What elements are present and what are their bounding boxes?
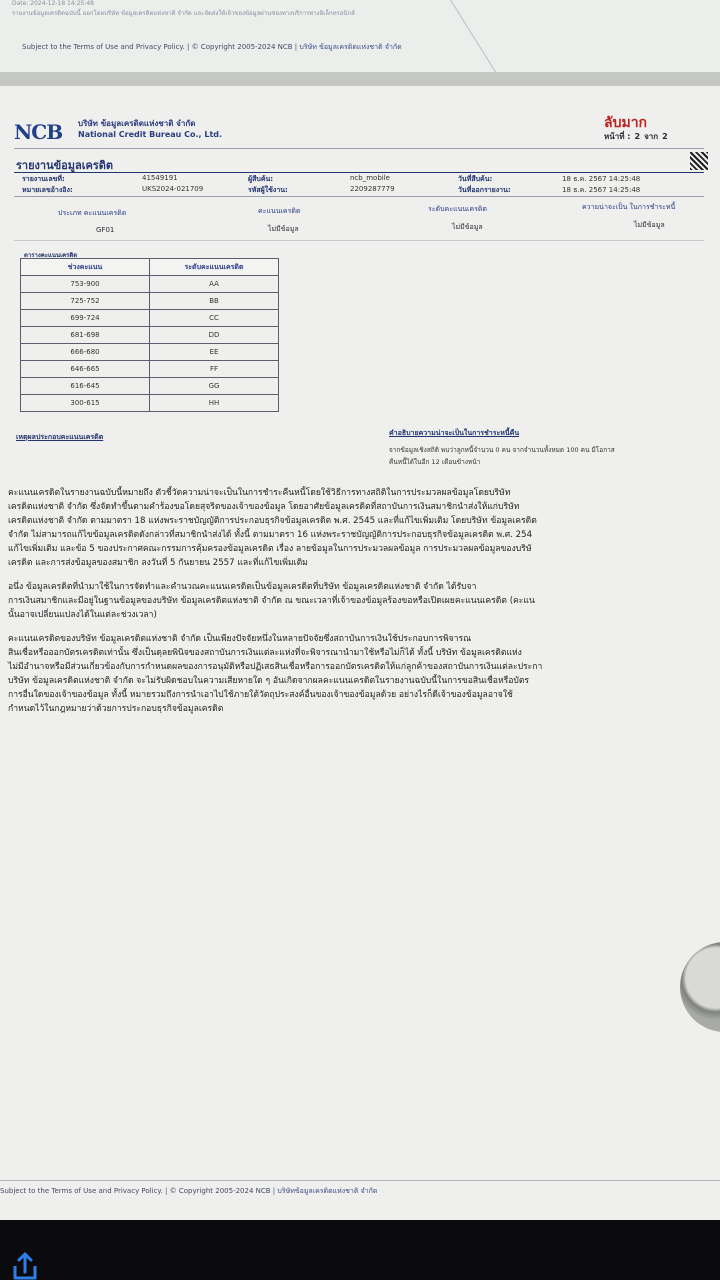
level-cell: BB xyxy=(150,293,279,310)
table-row xyxy=(21,310,279,327)
paragraph-line: บริษัท ข้อมูลเครดิตแห่งชาติ จำกัด จะไม่รับผิดชอบในความเสียหายใด ๆ อันเกิดจากผลคะแนนเครดิตในรายงานฉบับนี้ในการขอสินเชื่อหรือบัตร xyxy=(8,676,530,686)
probability-heading: คำอธิบายความน่าจะเป็นในการชำระหนี้คืน xyxy=(389,429,520,437)
paragraph-line: นั้นอาจเปลี่ยนแปลงได้ในแต่ละช่วงเวลา) xyxy=(8,610,157,620)
report-date-label: วันที่ออกรายงาน: xyxy=(458,186,511,194)
score-table-caption: ตารางคะแนนเครดิต xyxy=(24,252,78,259)
paragraph-line: เครดิตแห่งชาติ จำกัด ตามมาตรา 18 แห่งพระราชบัญญัติการประกอบธุรกิจข้อมูลเครดิต พ.ศ. 2545 และที่แก้ไขเพิ่มเติม โดยบริษัท ข้อมูลเครดิต xyxy=(8,516,537,526)
footer-company-link[interactable]: บริษัทข้อมูลเครดิตแห่งชาติ จำกัด xyxy=(277,1187,378,1195)
header-divider xyxy=(14,148,704,149)
paragraph-line: เครดิตแห่งชาติ จำกัด ซึ่งจัดทำขึ้นตามคำร้องขอโดยสุจริตของเจ้าของข้อมูล โดยอาศัยข้อมูลเครดิตที่สถาบันการเงินสมาชิกนำส่งให้แก่บริษัท xyxy=(8,502,520,512)
report-page xyxy=(0,86,720,1220)
inquiry-date-label: วันที่สืบค้น: xyxy=(458,175,493,183)
score-type-label: ประเภท คะแนนเครดิต xyxy=(58,209,127,217)
paragraph-line: การเงินสมาชิกและมีอยู่ในฐานข้อมูลของบริษัท ข้อมูลเครดิตแห่งชาติ จำกัด ณ ขณะเวลาที่เจ้าของข้อมูลร้องขอหรือเปิดเผยคะแนนเครดิต (คะแน xyxy=(8,596,535,606)
score-label: คะแนนเครดิต xyxy=(258,207,301,215)
level-cell: AA xyxy=(150,276,279,293)
score-level-value: ไม่มีข้อมูล xyxy=(452,223,483,231)
scores-divider xyxy=(14,240,704,241)
paragraph-line: คะแนนเครดิตในรายงานฉบับนี้หมายถึง ตัวชี้วัดความน่าจะเป็นในการชำระคืนหนี้โดยใช้วิธีการทางสถิติในการประมวลผลข้อมูลโดยบริษัท xyxy=(8,488,511,498)
previous-page-footer xyxy=(22,42,402,53)
probability-explanation xyxy=(389,444,719,468)
paragraph-line: จำกัด ไม่สามารถแก้ไขข้อมูลเครดิตดังกล่าวที่สมาชิกนำส่งได้ ทั้งนี้ ตามมาตรา 16 แห่งพระราชบัญญัติการประกอบธุรกิจข้อมูลเครดิต พ.ศ. 254 xyxy=(8,530,533,540)
paragraph-line: แก้ไขเพิ่มเติม และข้อ 5 ของประกาศคณะกรรมการคุ้มครองข้อมูลเครดิต เรื่อง ลายข้อมูลในการประมวลผลข้อมูล การประมวลผลข้อมูลของบริษั xyxy=(8,544,532,554)
score-range-table xyxy=(20,258,279,412)
range-cell: 699-724 xyxy=(21,310,150,327)
range-cell: 681-698 xyxy=(21,327,150,344)
paragraph-line: การอื่นใดของเจ้าของข้อมูล ทั้งนี้ หมายรวมถึงการนำเอาไปใช้ภายใต้วัตถุประสงค์อื่นของเจ้าของข้อมูลด้วย อย่างไรก็ดีเจ้าของข้อมูลอาจใช้ xyxy=(8,690,513,700)
finger-shadow xyxy=(680,942,720,1032)
range-cell: 753-900 xyxy=(21,276,150,293)
range-cell: 666-680 xyxy=(21,344,150,361)
table-row xyxy=(21,361,279,378)
paragraph-line: กำหนดไว้ในกฎหมายว่าด้วยการประกอบธุรกิจข้อมูลเครดิต xyxy=(8,704,224,714)
column-header-level: ระดับคะแนนเครดิต xyxy=(150,259,279,276)
prev-footer-text: Subject to the Terms of Use and Privacy Policy. | © Copyright 2005-2024 NCB | xyxy=(22,43,298,51)
paper-fold-line xyxy=(450,0,720,72)
page-current: 2 xyxy=(634,132,641,141)
column-header-range: ช่วงคะแนน xyxy=(21,259,150,276)
prev-line-2: รายงานข้อมูลเครดิตฉบับนี้ ออกโดยบริษัท ข้อมูลเครดิตแห่งชาติ จำกัด และจัดส่งให้เจ้าของข้อมูลผ่านช่องทางบริการทางอิเล็กทรอนิกส์ xyxy=(12,10,355,17)
report-title: รายงานข้อมูลเครดิต xyxy=(16,159,114,172)
title-divider xyxy=(14,172,704,173)
paragraph-line: ไม่มีอำนาจหรือมีส่วนเกี่ยวข้องกับการกำหนดผลของการอนุมัติหรือปฏิเสธสินเชื่อหรือการออกบัตรเครดิตให้แก่ลูกค้าของสถาบันการเงินแต่ละประกา xyxy=(8,662,543,672)
score-factors-heading: เหตุผลประกอบคะแนนเครดิต xyxy=(16,433,104,441)
inquiry-date: 18 ธ.ค. 2567 14:25:48 xyxy=(562,175,641,183)
level-cell: GG xyxy=(150,378,279,395)
prev-line-1: Date: 2024-12-18 14:25:48 xyxy=(12,0,94,7)
table-row xyxy=(21,378,279,395)
company-name-english: National Credit Bureau Co., Ltd. xyxy=(78,130,223,139)
score-type-value: GF01 xyxy=(96,226,115,234)
device-bottom-bar xyxy=(0,1220,720,1280)
probability-label: ความน่าจะเป็น ในการชำระหนี้ xyxy=(582,203,676,211)
previous-page-top-lines xyxy=(12,0,355,19)
probability-line-1: จากข้อมูลเชิงสถิติ พบว่าลูกหนี้จำนวน 0 คน จากจำนวนทั้งหมด 100 คน มีโอกาส xyxy=(389,446,615,454)
footer-text: Subject to the Terms of Use and Privacy Policy. | © Copyright 2005-2024 NCB | xyxy=(0,1187,276,1195)
probability-line-2: คืนหนี้ได้ในอีก 12 เดือนข้างหน้า xyxy=(389,458,481,466)
disclaimer-paragraph-3 xyxy=(8,632,720,716)
range-cell: 300-615 xyxy=(21,395,150,412)
table-row xyxy=(21,395,279,412)
table-row xyxy=(21,276,279,293)
disclaimer-paragraph-2 xyxy=(8,580,720,622)
table-row xyxy=(21,327,279,344)
prev-footer-link[interactable]: บริษัท ข้อมูลเครดิตแห่งชาติ จำกัด xyxy=(299,43,402,51)
table-header-row xyxy=(21,259,279,276)
level-cell: DD xyxy=(150,327,279,344)
previous-page-fragment xyxy=(0,0,720,72)
ncb-logo: NCB xyxy=(14,120,63,144)
company-name-thai: บริษัท ข้อมูลเครดิตแห่งชาติ จำกัด xyxy=(78,119,196,128)
level-cell: FF xyxy=(150,361,279,378)
share-icon[interactable] xyxy=(10,1250,40,1280)
inquirer-label: ผู้สืบค้น: xyxy=(248,175,274,183)
range-cell: 725-752 xyxy=(21,293,150,310)
range-cell: 646-665 xyxy=(21,361,150,378)
page-of: จาก xyxy=(644,132,659,141)
paragraph-line: สินเชื่อหรือออกบัตรเครดิตเท่านั้น ซึ่งเป็นดุลยพินิจของสถาบันการเงินแต่ละแห่งที่จะพิจารณานำมาใช้หรือไม่ก็ได้ ทั้งนี้ บริษัท ข้อมูลเครดิตแห่ง xyxy=(8,648,522,658)
score-level-label: ระดับคะแนนเครดิต xyxy=(428,205,487,213)
member-ref: UKS2024-021709 xyxy=(142,185,204,193)
page-number xyxy=(604,130,672,143)
table-row xyxy=(21,293,279,310)
paragraph-line: คะแนนเครดิตของบริษัท ข้อมูลเครดิตแห่งชาติ จำกัด เป็นเพียงปัจจัยหนึ่งในหลายปัจจัยซึ่งสถาบันการเงินใช้ประกอบการพิจารณ xyxy=(8,634,472,644)
confidential-label: ลับมาก xyxy=(604,115,648,131)
member-ref-label: หมายเลขอ้างอิง: xyxy=(22,186,73,194)
report-no: 41549191 xyxy=(142,174,178,182)
level-cell: HH xyxy=(150,395,279,412)
page-footer xyxy=(0,1186,377,1197)
disclaimer-paragraph-1 xyxy=(8,486,720,570)
page-label: หน้าที่ : xyxy=(604,132,631,141)
probability-value: ไม่มีข้อมูล xyxy=(634,221,665,229)
meta-divider xyxy=(14,196,704,197)
paragraph-line: อนึ่ง ข้อมูลเครดิตที่นำมาใช้ในการจัดทำและคำนวณคะแนนเครดิตเป็นข้อมูลเครดิตที่บริษัท ข้อมูลเครดิตแห่งชาติ จำกัด ได้รับจา xyxy=(8,582,477,592)
qr-code-icon xyxy=(690,152,708,170)
paragraph-line: เครดิต และการส่งข้อมูลของสมาชิก ลงวันที่ 5 กันยายน 2557 และที่แก้ไขเพิ่มเติม xyxy=(8,558,308,568)
user-code-label: รหัสผู้ใช้งาน: xyxy=(248,186,288,194)
user-code: 2209287779 xyxy=(350,185,395,193)
footer-divider xyxy=(0,1180,720,1181)
level-cell: CC xyxy=(150,310,279,327)
page-gap xyxy=(0,72,720,86)
range-cell: 616-645 xyxy=(21,378,150,395)
inquirer: ncb_mobile xyxy=(350,174,390,182)
report-date: 18 ธ.ค. 2567 14:25:48 xyxy=(562,186,641,194)
level-cell: EE xyxy=(150,344,279,361)
report-no-label: รายงานเลขที่: xyxy=(22,175,65,183)
page-total: 2 xyxy=(662,132,668,141)
table-row xyxy=(21,344,279,361)
score-value: ไม่มีข้อมูล xyxy=(268,225,299,233)
